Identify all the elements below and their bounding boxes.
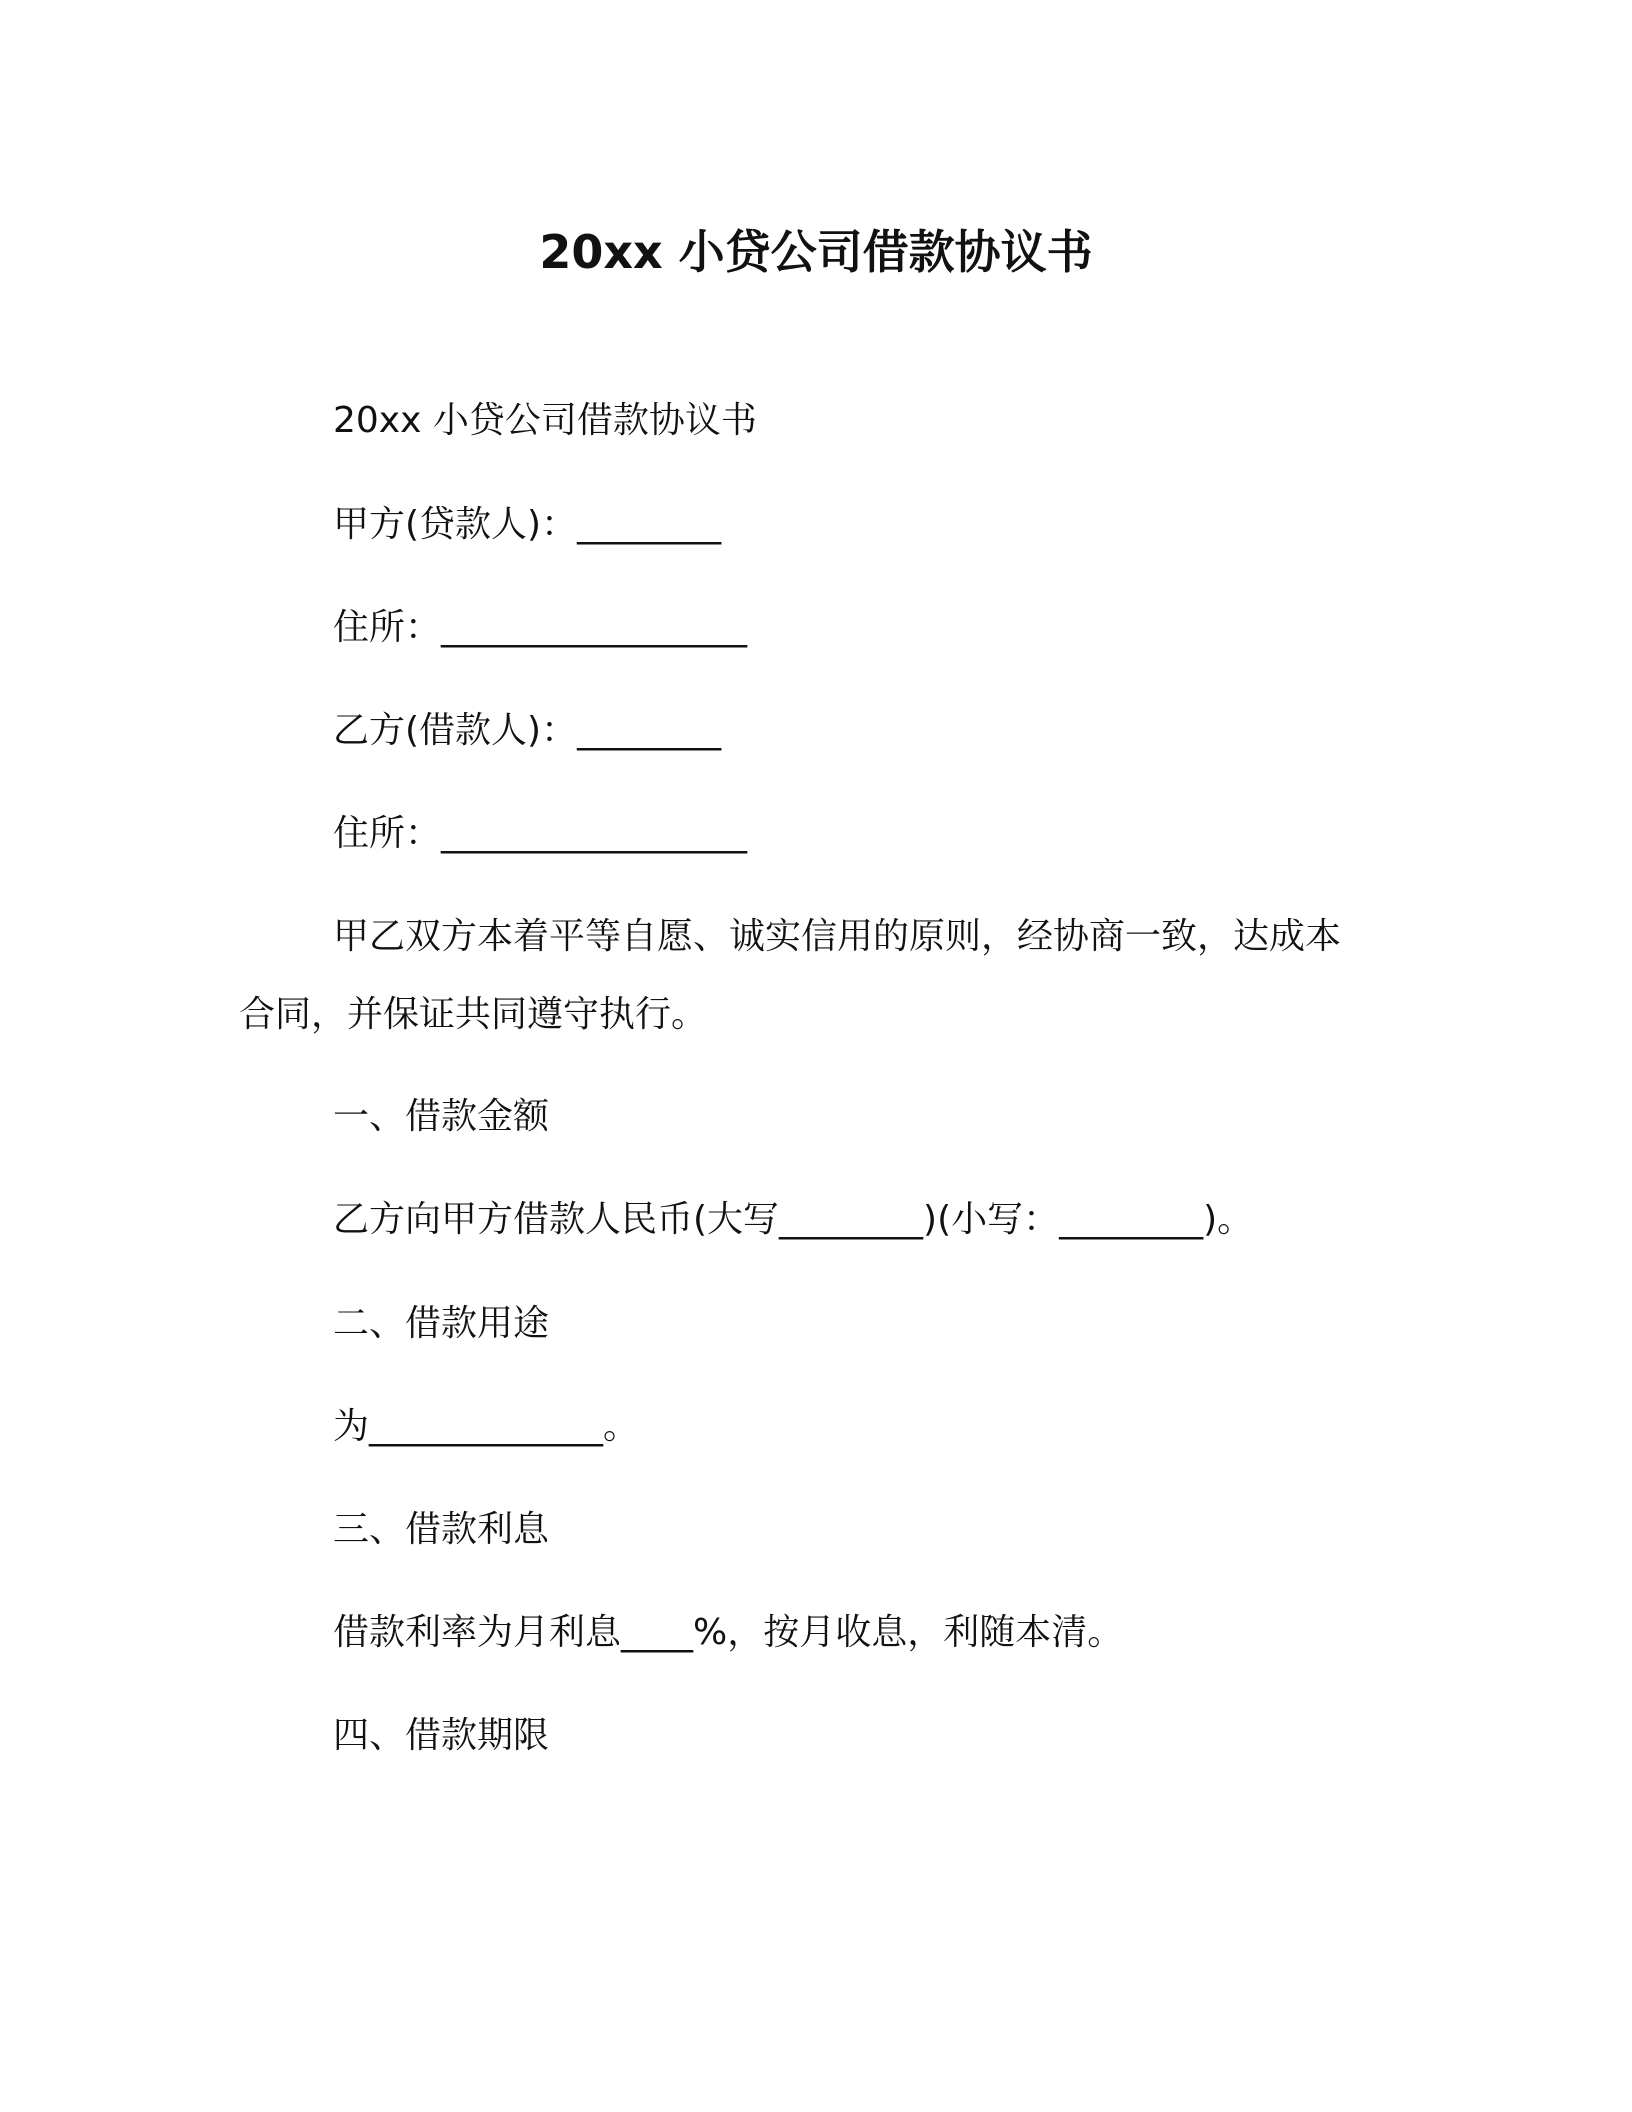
document-title: 20xx 小贷公司借款协议书	[539, 225, 1093, 279]
party-b-line: 乙方(借款人)：________	[333, 710, 722, 751]
amount-clause-line: 乙方向甲方借款人民币(大写________)(小写：________)。	[333, 1199, 1254, 1240]
section-heading-purpose: 二、借款用途	[333, 1303, 550, 1344]
subtitle-line: 20xx 小贷公司借款协议书	[333, 400, 757, 441]
section-heading-amount: 一、借款金额	[333, 1096, 550, 1137]
party-b-address-line: 住所：_________________	[333, 813, 748, 854]
party-a-address-line: 住所：_________________	[333, 607, 748, 648]
interest-clause-line: 借款利率为月利息____%，按月收息，利随本清。	[333, 1612, 1124, 1653]
preamble-line-2: 合同，并保证共同遵守执行。	[239, 994, 708, 1035]
preamble-line-1: 甲乙双方本着平等自愿、诚实信用的原则，经协商一致，达成本	[333, 916, 1342, 957]
section-heading-interest: 三、借款利息	[333, 1509, 550, 1550]
party-a-line: 甲方(贷款人)：________	[333, 504, 722, 545]
section-heading-term: 四、借款期限	[333, 1715, 550, 1756]
purpose-clause-line: 为_____________。	[333, 1406, 639, 1447]
